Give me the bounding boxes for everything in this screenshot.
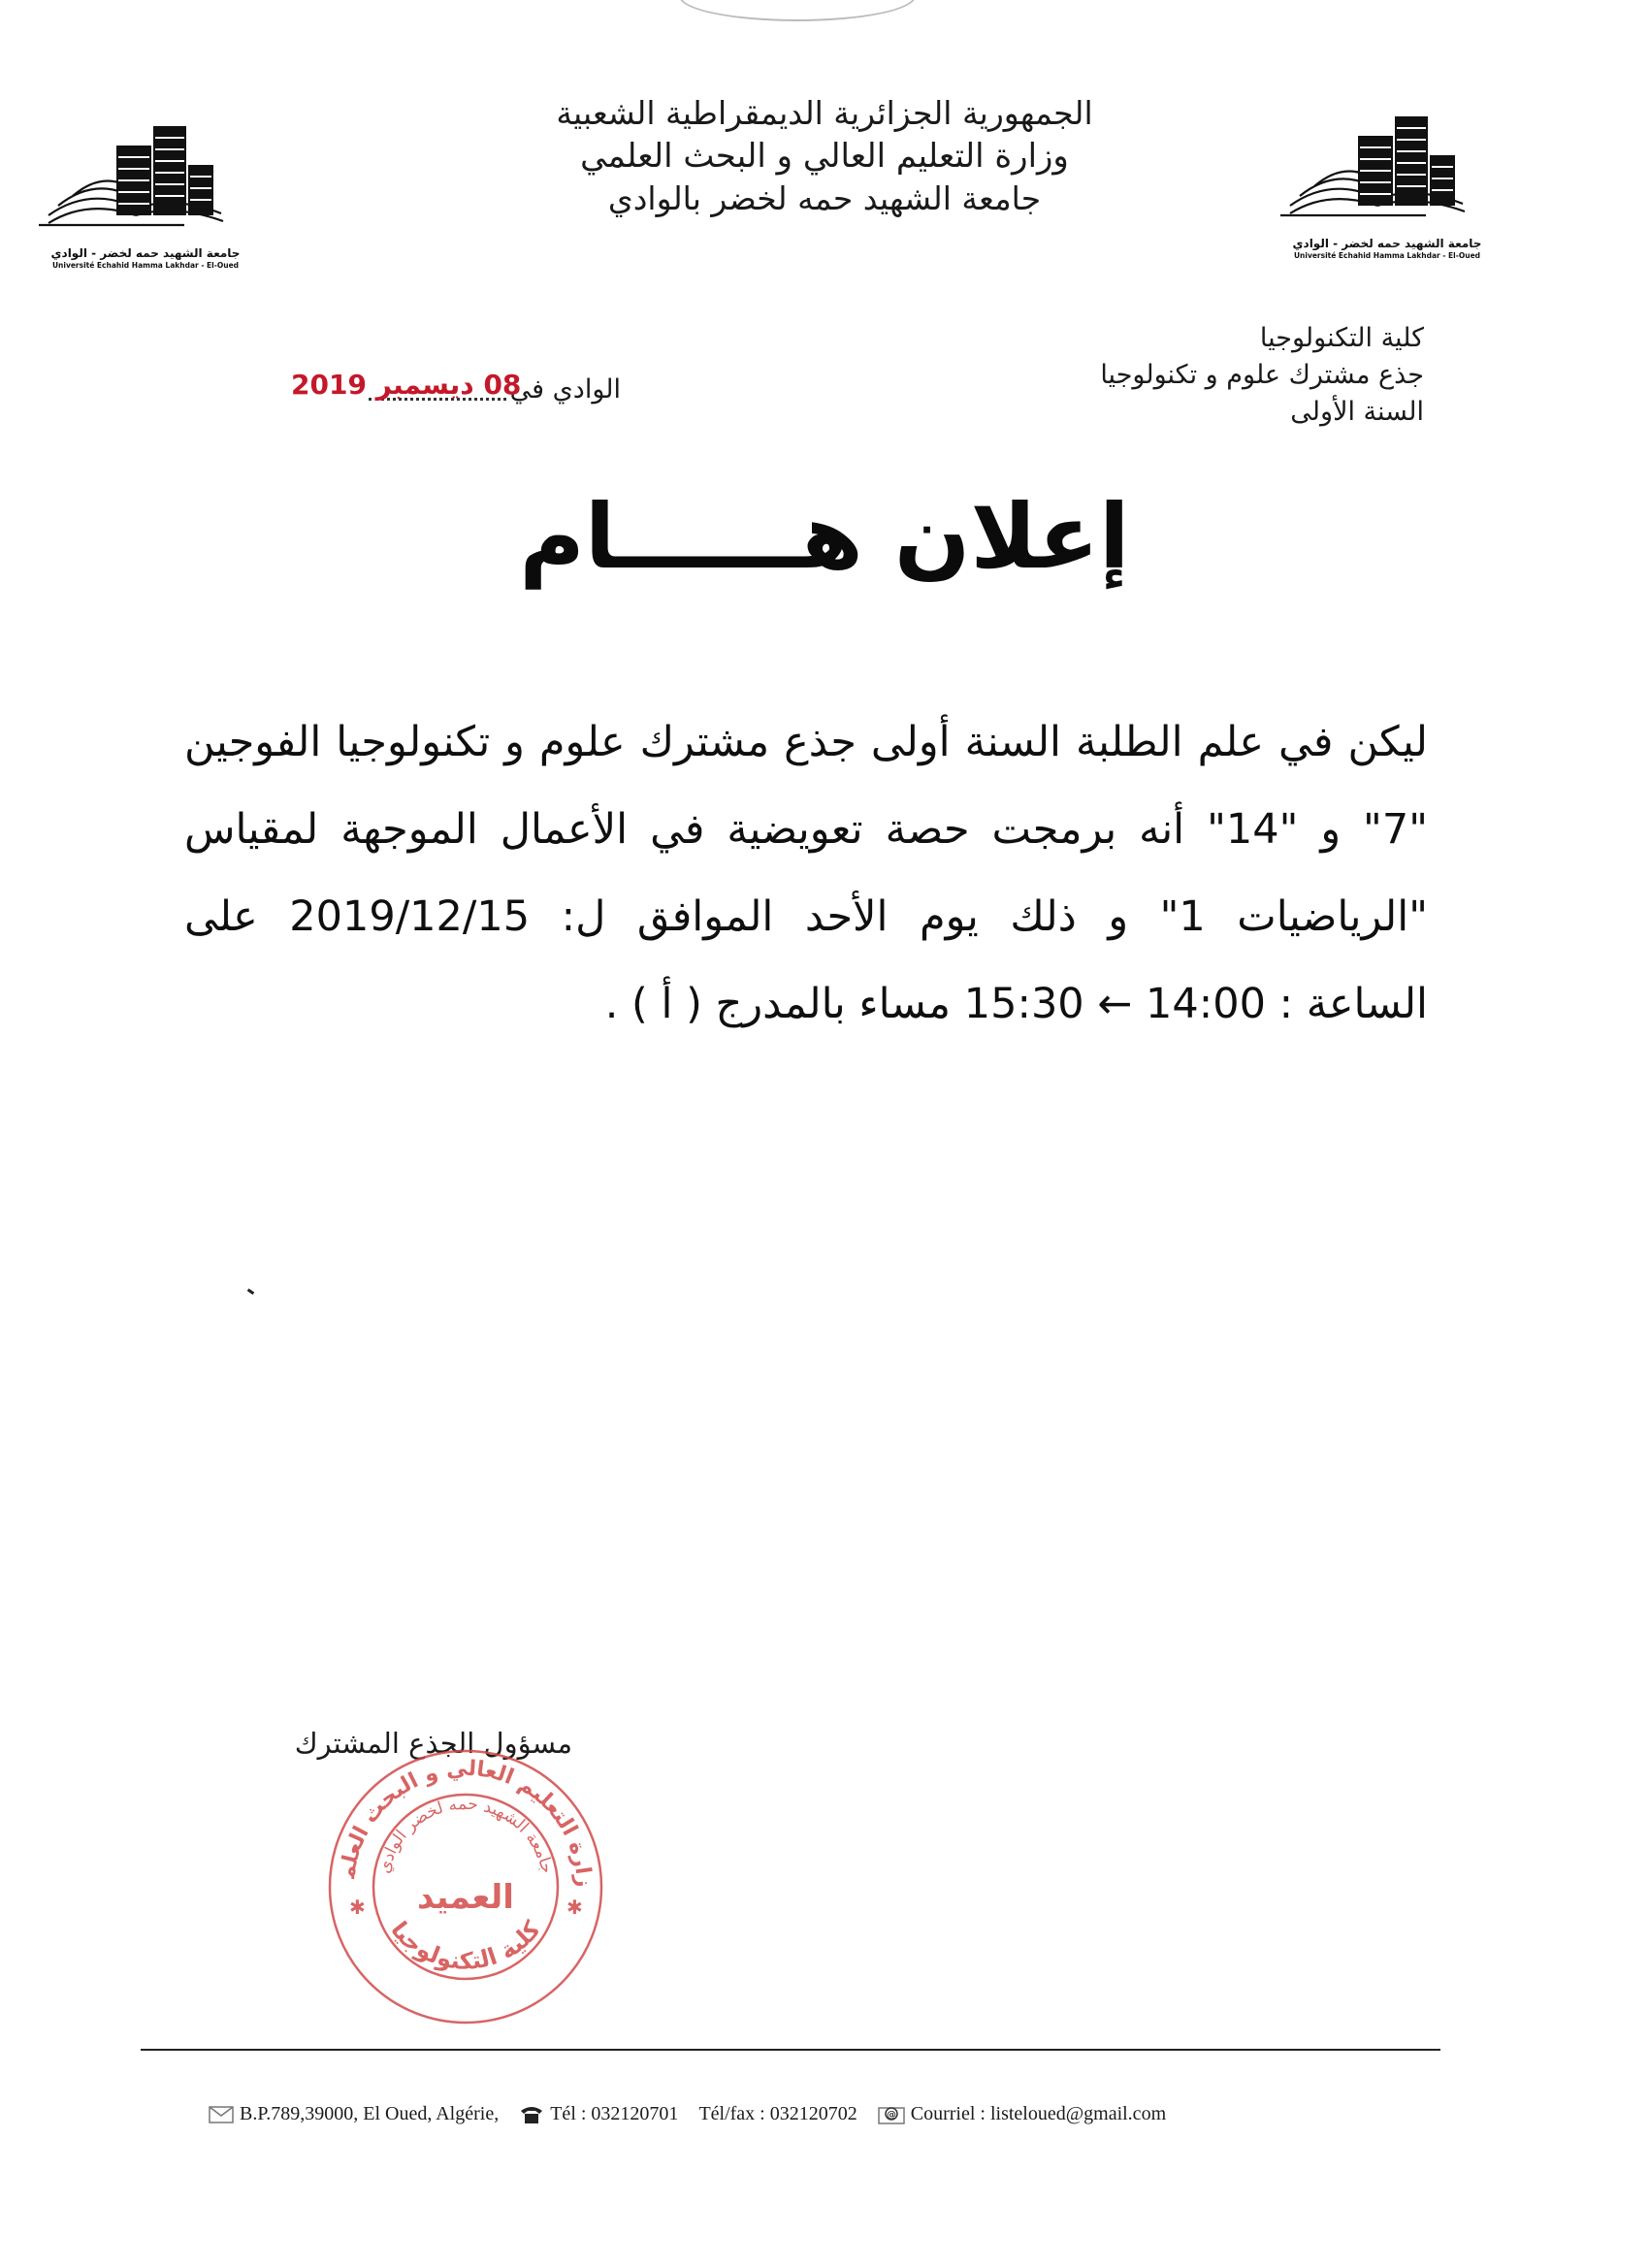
footer-address: B.P.789,39000, El Oued, Algérie, <box>240 2103 500 2124</box>
date-label: الوادي في <box>509 374 621 405</box>
signature-title: مسؤول الجذع المشترك <box>294 1727 572 1760</box>
program-name: جذع مشترك علوم و تكنولوجيا <box>1100 360 1424 390</box>
university-logo-left <box>29 107 262 271</box>
announcement-body <box>184 698 1428 1048</box>
year-level: السنة الأولى <box>1290 397 1424 427</box>
svg-text:كلية التكنولوجيا <box>385 1916 546 1974</box>
university-building-icon <box>29 107 262 243</box>
body-line: "7" و "14" أنه برمجت حصة تعويضية في الأعمال الموجهة لمقياس <box>184 805 1428 854</box>
university-building-icon <box>1271 97 1504 233</box>
email-icon <box>878 2105 905 2124</box>
svg-text:@: @ <box>886 2110 896 2122</box>
logo-name-ar: جامعة الشهيد حمه لخضر - الوادي <box>50 246 241 260</box>
svg-text:جامعة الشهيد حمه لخضر الوادي <box>374 1795 557 1875</box>
body-line: الساعة : 14:00 ← 15:30 مساء بالمدرج ( أ ) . <box>604 980 1428 1028</box>
date-line <box>291 369 621 411</box>
official-stamp <box>320 1741 611 2032</box>
department-block <box>958 320 1424 431</box>
university-logo-right <box>1271 97 1504 261</box>
body-line: ليكن في علم الطلبة السنة أولى جذع مشترك علوم و تكنولوجيا الفوجين <box>184 718 1428 766</box>
footer-email: Courriel : listeloued@gmail.com <box>910 2103 1167 2124</box>
stamp-university-text: جامعة الشهيد حمه لخضر الوادي <box>374 1794 557 1876</box>
faculty-name: كلية التكنولوجيا <box>1259 323 1424 353</box>
logo-name-ar: جامعة الشهيد حمه لخضر - الوادي <box>1292 237 1482 250</box>
logo-name-fr: Université Echahid Hamma Lakhdar - El-Oued <box>1293 251 1481 260</box>
svg-text:✱: ✱ <box>349 1895 366 1919</box>
footer-tel: Tél : 032120701 <box>550 2103 679 2124</box>
envelope-icon <box>209 2106 234 2123</box>
footer-contact <box>209 2103 1373 2125</box>
stamp-ministry-text: زارة التعليم العالي و البحث العلم <box>336 1756 597 1888</box>
stamp-faculty-text: كلية التكنولوجيا <box>385 1916 546 1975</box>
logo-name-fr: Université Echahid Hamma Lakhdar - El-Oued <box>51 261 240 270</box>
svg-text:✱: ✱ <box>566 1895 583 1919</box>
body-line: "الرياضيات 1" و ذلك يوم الأحد الموافق ل: 2019/12/15 على <box>184 892 1428 941</box>
ministry-name: وزارة التعليم العالي و البحث العلمي <box>580 137 1069 176</box>
stamp-center-text: العميد <box>417 1878 514 1917</box>
scan-speck <box>247 1288 254 1294</box>
official-seal-icon <box>320 1741 611 2032</box>
telephone-icon <box>519 2105 544 2124</box>
university-name: جامعة الشهيد حمه لخضر بالوادي <box>607 179 1042 217</box>
footer-telfax: Tél/fax : 032120702 <box>698 2103 857 2124</box>
letterhead <box>407 92 1242 220</box>
announcement-title: إعلان هــــــام <box>519 485 1130 589</box>
footer-divider <box>141 2049 1440 2051</box>
republic-name: الجمهورية الجزائرية الديمقراطية الشعبية <box>556 94 1093 132</box>
scan-artifact <box>679 0 916 21</box>
date-stamp: 08 ديسمبر 2019 <box>291 369 522 401</box>
